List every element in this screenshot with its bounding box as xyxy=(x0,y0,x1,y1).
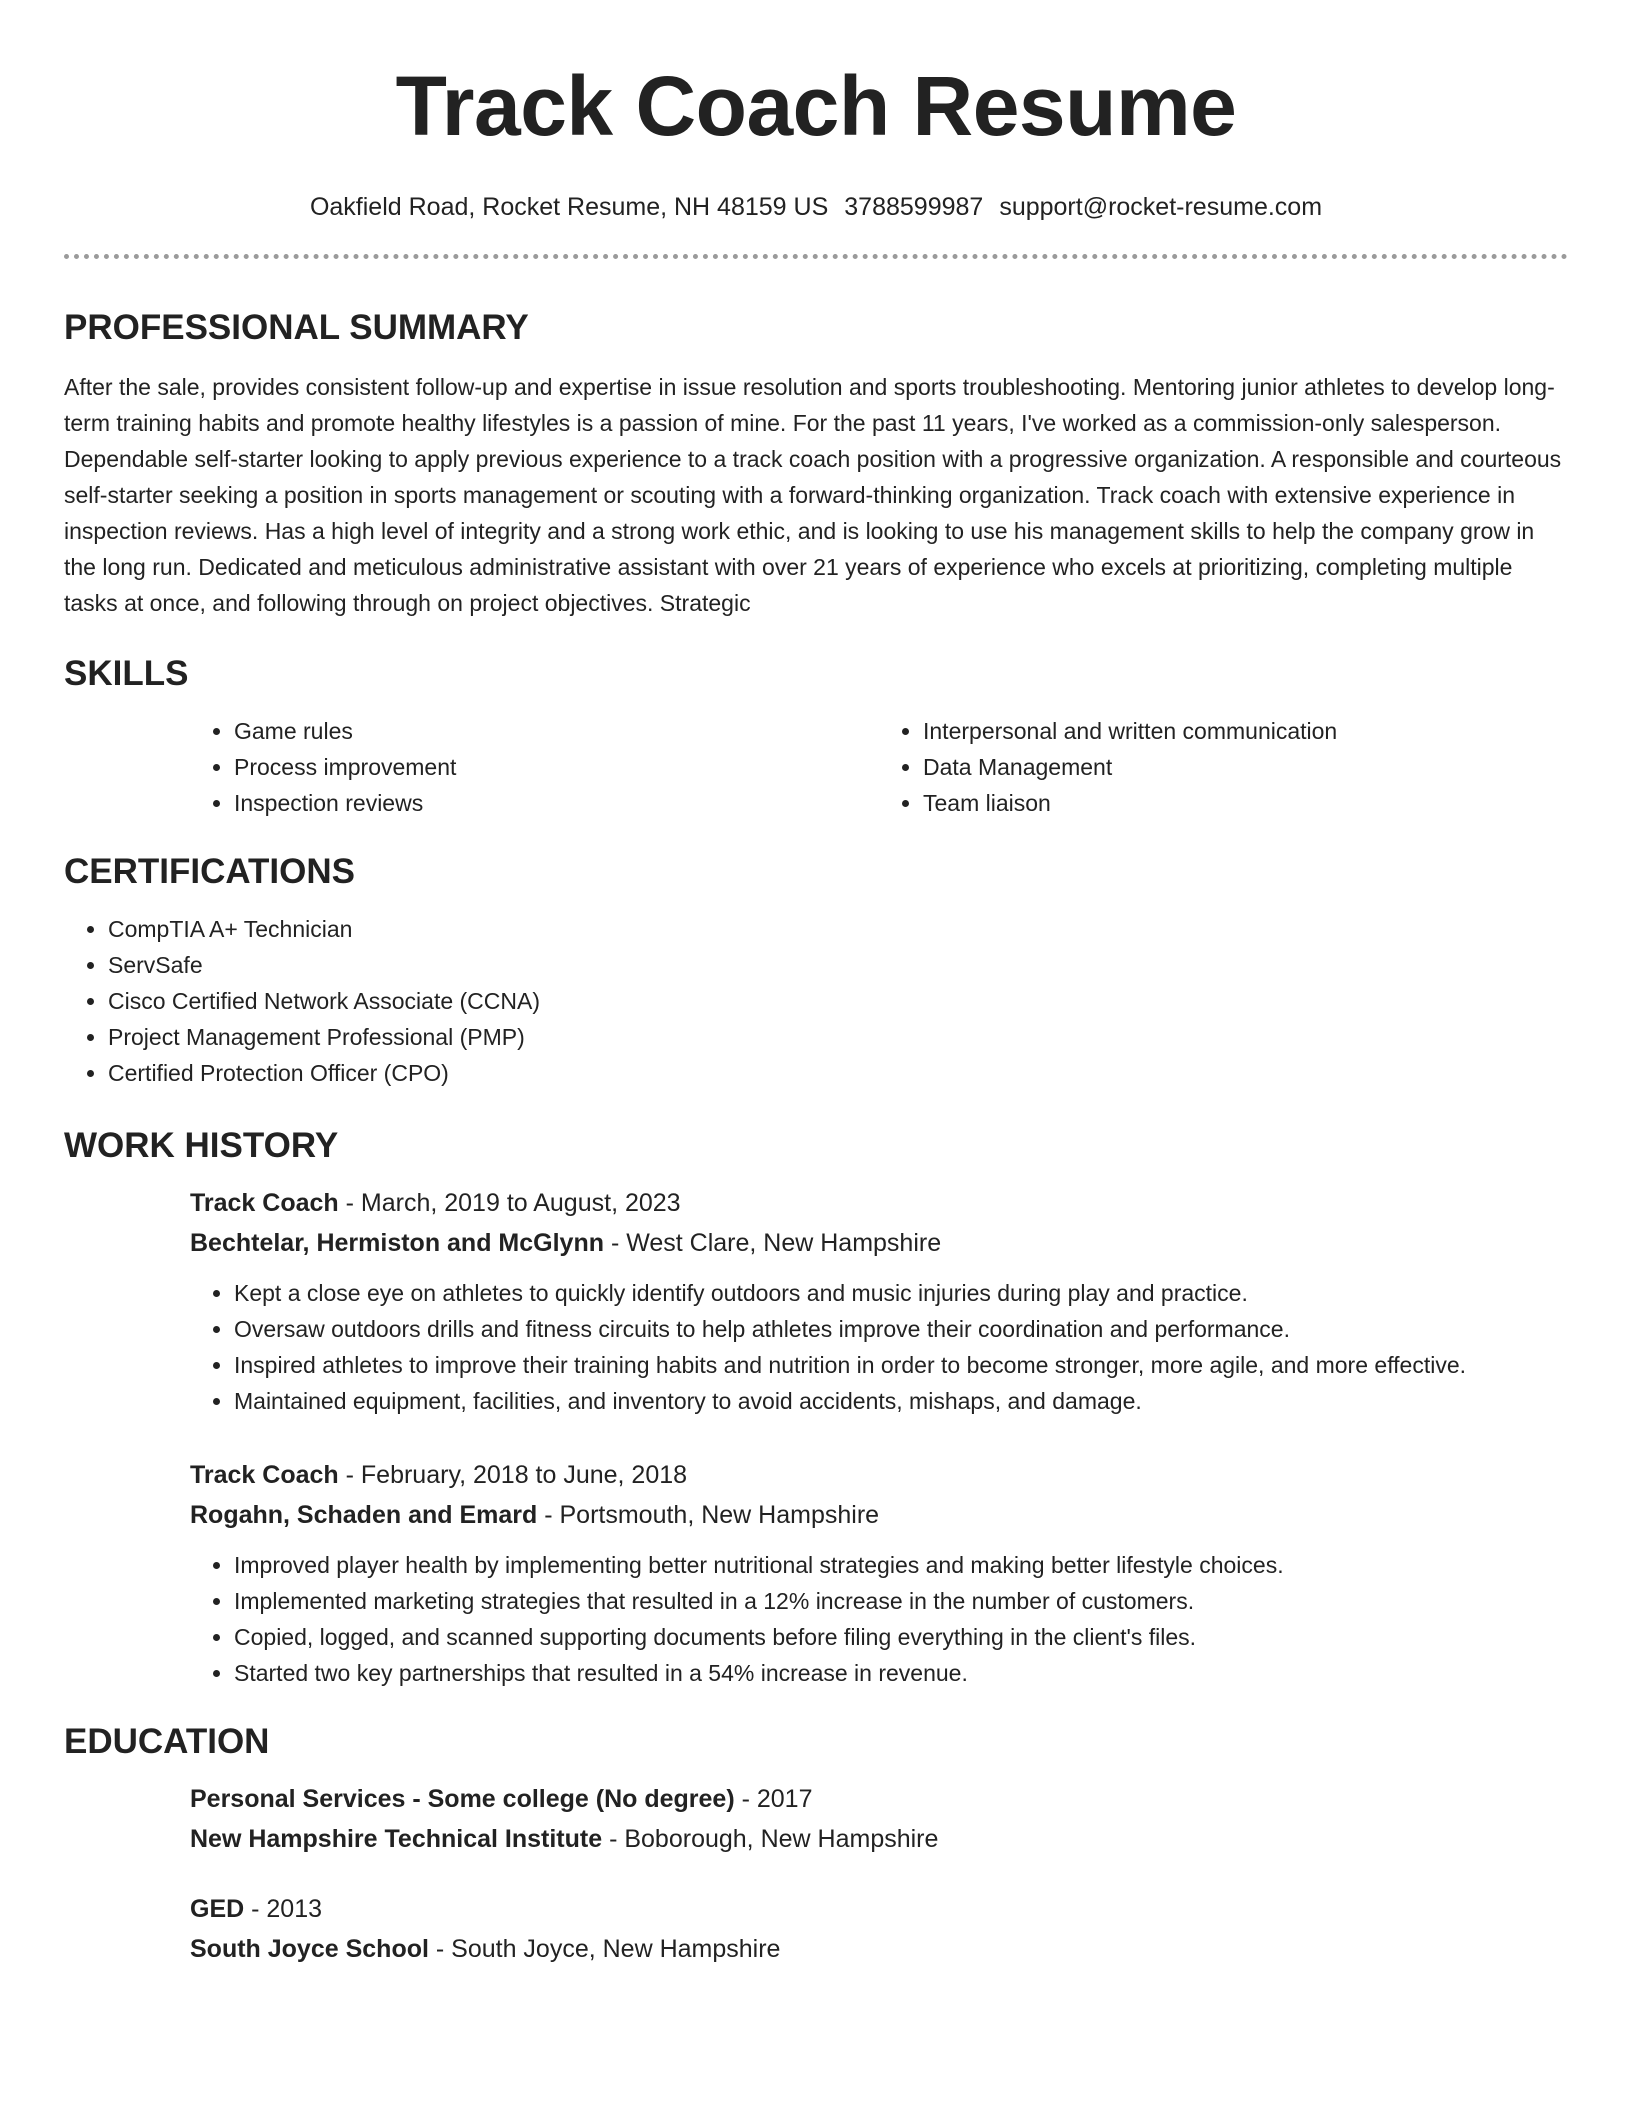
summary-section xyxy=(64,307,1568,621)
job-role: Track Coach xyxy=(190,1461,339,1489)
education-school: South Joyce School xyxy=(190,1935,429,1963)
resume-page xyxy=(64,0,1568,1969)
education-section xyxy=(64,1721,1568,1969)
certification-item: • ServSafe xyxy=(108,947,1568,983)
job-title-line xyxy=(190,1455,1568,1495)
certifications-section xyxy=(64,851,1568,1091)
education-year: - 2017 xyxy=(734,1785,813,1813)
job-company-line xyxy=(190,1495,1568,1535)
job-entry xyxy=(190,1455,1568,1691)
job-dates: - February, 2018 to June, 2018 xyxy=(338,1461,688,1489)
certifications-list xyxy=(64,911,1568,1091)
job-company-line xyxy=(190,1223,1568,1263)
skill-item: • Team liaison xyxy=(923,785,1568,821)
summary-text: After the sale, provides consistent follow-up and expertise in issue resolution and sports troubleshooting. Mentoring junior athletes to develop long-term training habits and promote healthy lifestyles is a passion of mine. For the past 11 years, I've worked as a commission-only salesperson. Dependable self-starter looking to apply previous experience to a track coach position with a progressive organization. A responsible and courteous self-starter seeking a position in sports management or scouting with a forward-thinking organization. Track coach with extensive experience in inspection reviews. Has a high level of integrity and a strong work ethic, and is looking to use his management skills to help the company grow in the long run. Dedicated and meticulous administrative assistant with over 21 years of experience who excels at prioritizing, completing multiple tasks at once, and following through on project objectives. Strategic xyxy=(64,374,1562,616)
job-location: - West Clare, New Hampshire xyxy=(604,1229,942,1257)
education-heading: EDUCATION xyxy=(64,1722,270,1761)
job-company: Bechtelar, Hermiston and McGlynn xyxy=(190,1229,604,1257)
certifications-heading: CERTIFICATIONS xyxy=(64,852,356,891)
education-location: - Boborough, New Hampshire xyxy=(602,1825,939,1853)
job-company: Rogahn, Schaden and Emard xyxy=(190,1501,538,1529)
job-entry xyxy=(190,1183,1568,1419)
skills-grid xyxy=(190,713,1568,821)
certification-item: • Project Management Professional (PMP) xyxy=(108,1019,1568,1055)
education-school-line xyxy=(190,1929,1568,1969)
contact-line xyxy=(64,192,1568,222)
education-degree: Personal Services - Some college (No degree) xyxy=(190,1785,735,1813)
job-location: - Portsmouth, New Hampshire xyxy=(537,1501,880,1529)
education-school-line xyxy=(190,1819,1568,1859)
job-dates: - March, 2019 to August, 2023 xyxy=(338,1189,681,1217)
education-school: New Hampshire Technical Institute xyxy=(190,1825,603,1853)
resume-title: Track Coach Resume xyxy=(395,59,1237,153)
skill-item: • Inspection reviews xyxy=(234,785,879,821)
skill-item: • Process improvement xyxy=(234,749,879,785)
certification-item: • Cisco Certified Network Associate (CCNA) xyxy=(108,983,1568,1019)
education-entry xyxy=(190,1889,1568,1969)
job-bullets xyxy=(190,1547,1568,1691)
skill-item: • Interpersonal and written communication xyxy=(923,713,1568,749)
skills-list-right xyxy=(879,713,1568,821)
education-degree: GED xyxy=(190,1895,245,1923)
job-bullet: • Copied, logged, and scanned supporting documents before filing everything in the client's files. xyxy=(234,1619,1568,1655)
skills-section xyxy=(64,653,1568,821)
education-entry xyxy=(190,1779,1568,1859)
job-bullets xyxy=(190,1275,1568,1419)
skills-heading: SKILLS xyxy=(64,654,189,693)
job-bullet: • Kept a close eye on athletes to quickly identify outdoors and music injuries during play and practice. xyxy=(234,1275,1568,1311)
summary-heading: PROFESSIONAL SUMMARY xyxy=(64,308,529,347)
work-section xyxy=(64,1125,1568,1691)
job-bullet: • Improved player health by implementing better nutritional strategies and making better lifestyle choices. xyxy=(234,1547,1568,1583)
skill-item: • Data Management xyxy=(923,749,1568,785)
education-degree-line xyxy=(190,1779,1568,1819)
work-heading: WORK HISTORY xyxy=(64,1126,339,1165)
education-location: - South Joyce, New Hampshire xyxy=(428,1935,781,1963)
email: support@rocket-resume.com xyxy=(999,193,1323,221)
certification-item: • CompTIA A+ Technician xyxy=(108,911,1568,947)
address: Oakfield Road, Rocket Resume, NH 48159 US xyxy=(309,193,829,221)
job-bullet: • Started two key partnerships that resulted in a 54% increase in revenue. xyxy=(234,1655,1568,1691)
job-title-line xyxy=(190,1183,1568,1223)
dotted-divider xyxy=(64,254,1568,259)
skill-item: • Game rules xyxy=(234,713,879,749)
skills-list-left xyxy=(190,713,879,821)
phone: 3788599987 xyxy=(844,193,984,221)
education-degree-line xyxy=(190,1889,1568,1929)
job-bullet: • Maintained equipment, facilities, and inventory to avoid accidents, mishaps, and damage. xyxy=(234,1383,1568,1419)
job-bullet: • Inspired athletes to improve their training habits and nutrition in order to become stronger, more agile, and more effective. xyxy=(234,1347,1568,1383)
job-role: Track Coach xyxy=(190,1189,339,1217)
education-year: - 2013 xyxy=(244,1895,323,1923)
job-bullet: • Implemented marketing strategies that resulted in a 12% increase in the number of customers. xyxy=(234,1583,1568,1619)
certification-item: • Certified Protection Officer (CPO) xyxy=(108,1055,1568,1091)
job-bullet: • Oversaw outdoors drills and fitness circuits to help athletes improve their coordination and performance. xyxy=(234,1311,1568,1347)
